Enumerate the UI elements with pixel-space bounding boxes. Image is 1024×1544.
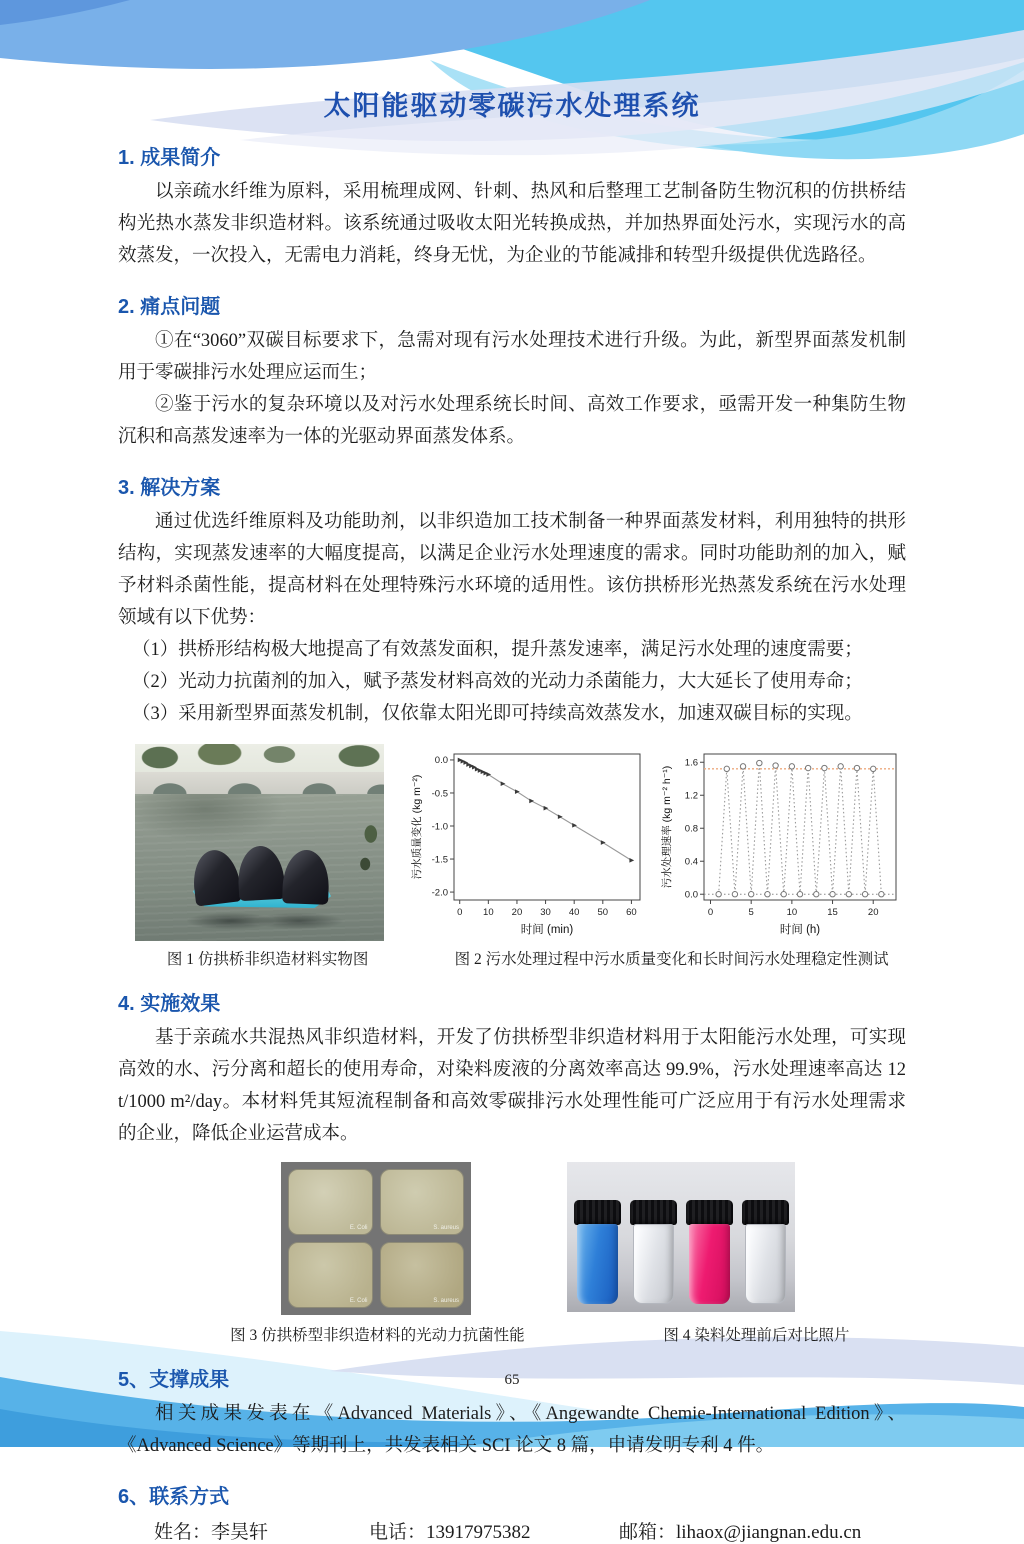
vial-clear <box>745 1224 786 1304</box>
contact-row <box>118 1517 906 1544</box>
svg-text:15: 15 <box>827 907 838 918</box>
vial <box>742 1200 789 1304</box>
vial-cap <box>742 1200 789 1225</box>
svg-text:污水质量变化 (kg m⁻²): 污水质量变化 (kg m⁻²) <box>411 774 423 880</box>
vial-cap <box>630 1200 677 1225</box>
figure1-caption: 图 1 仿拱桥非织造材料实物图 <box>166 951 369 968</box>
photo-trees <box>135 744 384 774</box>
svg-text:0.0: 0.0 <box>684 889 698 901</box>
page-number: 65 <box>504 1372 520 1388</box>
device-tube <box>282 849 330 905</box>
section4-paragraph: 基于亲疏水共混热风非织造材料，开发了仿拱桥型非织造材料用于太阳能污水处理，可实现高效的水、污分离和超长的使用寿命，对染料废液的分离效率高达 99.9%，污水处理速率高达 12 t/1000 m²/day。本材料凭其短流程制备和高效零碳排污水处理性能可广泛应用于有污水处理需求的企业，降低企业运营成本。 <box>118 1028 906 1144</box>
fig3-photo <box>281 1162 471 1315</box>
vial-liquid <box>577 1224 618 1304</box>
svg-text:-1.0: -1.0 <box>431 821 448 833</box>
svg-text:1.2: 1.2 <box>684 790 698 802</box>
figure-row-1 <box>118 744 906 941</box>
section-heading-1: 1. 成果简介 <box>118 147 221 169</box>
section3-bullet-3: （3）采用新型界面蒸发机制，仅依靠太阳光即可持续高效蒸发水，加速双碳目标的实现。 <box>132 704 863 724</box>
photo-bridge <box>135 772 384 794</box>
section2-paragraph-1: ①在“3060”双碳目标要求下，急需对现有污水处理技术进行升级。为此，新型界面蒸发机制用于零碳排污水处理应运而生； <box>118 331 906 383</box>
svg-text:时间 (min): 时间 (min) <box>520 924 574 936</box>
svg-text:20: 20 <box>867 907 879 918</box>
plate-label: S. aureus <box>433 1225 459 1231</box>
vial <box>574 1200 621 1304</box>
vial-cap <box>686 1200 733 1225</box>
fig4-photo <box>567 1162 795 1312</box>
svg-text:-2.0: -2.0 <box>431 887 448 899</box>
device-reflection <box>187 908 343 934</box>
chart-treatment-rate <box>658 744 906 940</box>
section-heading-5: 5、支撑成果 <box>118 1369 230 1391</box>
device-tube <box>190 847 242 906</box>
section-heading-4: 4. 实施效果 <box>118 993 221 1015</box>
svg-text:0: 0 <box>457 907 463 918</box>
figure1-photo <box>135 744 384 941</box>
svg-text:时间 (h): 时间 (h) <box>779 924 821 936</box>
figure-row-2 <box>118 1162 906 1315</box>
agar-plate <box>288 1242 373 1308</box>
section2-paragraph-2: ②鉴于污水的复杂环境以及对污水处理系统长时间、高效工作要求，亟需开发一种集防生物沉积和高蒸发速率为一体的光驱动界面蒸发体系。 <box>118 395 906 447</box>
agar-plate <box>288 1169 373 1235</box>
section-heading-6: 6、联系方式 <box>118 1486 230 1508</box>
svg-text:0: 0 <box>707 907 714 918</box>
section-heading-3: 3. 解决方案 <box>118 477 221 499</box>
svg-text:-0.5: -0.5 <box>431 788 448 800</box>
svg-text:-1.5: -1.5 <box>431 854 448 866</box>
figure2-caption: 图 2 污水处理过程中污水质量变化和长时间污水处理稳定性测试 <box>454 951 889 968</box>
photo-evaporator-device <box>193 846 331 912</box>
vial <box>630 1200 677 1304</box>
svg-text:10: 10 <box>786 907 798 918</box>
main-content <box>0 141 1024 1544</box>
section3-paragraph: 通过优选纤维原料及功能助剂，以非织造加工技术制备一种界面蒸发材料，利用独特的拱形结构，实现蒸发速率的大幅度提高，以满足企业污水处理速度的需求。同时功能助剂的加入，赋予材料杀菌性能，提高材料在处理特殊污水环境的适用性。该仿拱桥形光热蒸发系统在污水处理领域有以下优势： <box>118 512 906 628</box>
figure3-caption: 图 3 仿拱桥型非织造材料的光动力抗菌性能 <box>230 1327 525 1344</box>
svg-text:0.8: 0.8 <box>684 823 698 835</box>
photo-twig <box>354 822 382 882</box>
svg-text:30: 30 <box>540 907 551 918</box>
plate-label: S. aureus <box>433 1298 459 1304</box>
svg-text:0.0: 0.0 <box>434 755 448 767</box>
page-title: 太阳能驱动零碳污水处理系统 <box>323 91 701 121</box>
caption-row-1 <box>118 947 906 969</box>
svg-text:0.4: 0.4 <box>684 856 698 868</box>
svg-text:50: 50 <box>597 907 609 918</box>
contact-email: 邮箱：lihaox@jiangnan.edu.cn <box>619 1522 862 1543</box>
section1-paragraph: 以亲疏水纤维为原料，采用梳理成网、针刺、热风和后整理工艺制备防生物沉积的仿拱桥结构光热水蒸发非织造材料。该系统通过吸收太阳光转换成热，并加热界面处污水，实现污水的高效蒸发，一次投入，无需电力消耗，终身无忧，为企业的节能减排和转型升级提供优选路径。 <box>118 182 906 266</box>
agar-plate <box>380 1169 465 1235</box>
plate-label: E. Coli <box>349 1225 368 1231</box>
chart-mass-change <box>408 744 650 940</box>
device-tube <box>237 845 286 901</box>
contact-phone: 电话：13917975382 <box>369 1522 531 1543</box>
vial-cap <box>574 1200 621 1225</box>
svg-text:污水处理速率 (kg m⁻² h⁻¹): 污水处理速率 (kg m⁻² h⁻¹) <box>661 765 673 889</box>
section3-bullet-1: （1）拱桥形结构极大地提高了有效蒸发面积，提升蒸发速率，满足污水处理的速度需要； <box>132 640 863 660</box>
svg-text:60: 60 <box>626 907 637 918</box>
svg-text:1.6: 1.6 <box>684 757 698 769</box>
caption-row-2 <box>118 1323 906 1345</box>
vial <box>686 1200 733 1304</box>
section3-bullet-2: （2）光动力抗菌剂的加入，赋予蒸发材料高效的光动力杀菌能力，大大延长了使用寿命； <box>132 672 863 692</box>
section-heading-2: 2. 痛点问题 <box>118 296 221 318</box>
vial-liquid <box>689 1224 730 1304</box>
svg-text:10: 10 <box>483 907 494 918</box>
svg-text:40: 40 <box>568 907 580 918</box>
svg-text:20: 20 <box>511 907 523 918</box>
agar-plate <box>380 1242 465 1308</box>
section5-paragraph: 相关成果发表在《Advanced Materials》、《Angewandte Chemie-International Edition》、《Advanced Science》等期刊上，共发表相关 SCI 论文 8 篇，申请发明专利 4 件。 <box>118 1404 906 1456</box>
contact-name: 姓名：李昊轩 <box>154 1522 269 1543</box>
vial-clear <box>633 1224 674 1304</box>
figure4-caption: 图 4 染料处理前后对比照片 <box>663 1327 850 1344</box>
svg-text:5: 5 <box>748 907 754 918</box>
plate-label: E. Coli <box>349 1298 368 1304</box>
